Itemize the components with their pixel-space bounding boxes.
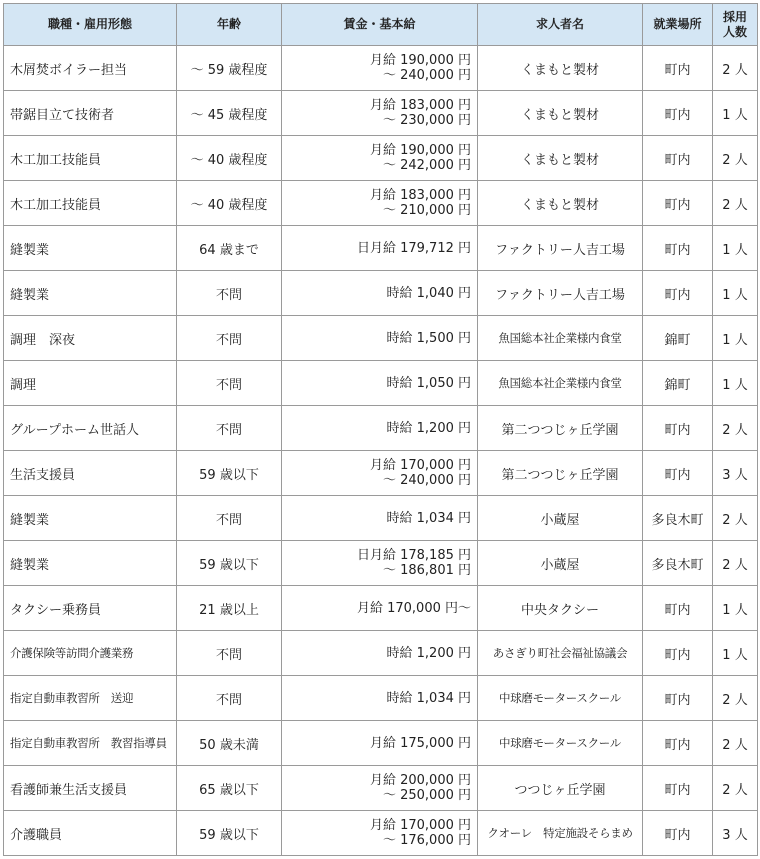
age-cell: 64 歳まで (177, 226, 282, 271)
wage-cell (282, 226, 478, 271)
header-employer: 求人者名 (478, 4, 643, 46)
table-row (4, 316, 758, 361)
table-row (4, 766, 758, 811)
employer-cell: 小蔵屋 (478, 541, 643, 586)
age-cell: 59 歳以下 (177, 541, 282, 586)
job-cell: 縫製業 (4, 541, 177, 586)
table-row (4, 721, 758, 766)
count-cell: 1 人 (713, 361, 758, 406)
wage-cell (282, 676, 478, 721)
employer-cell: つつじヶ丘学園 (478, 766, 643, 811)
job-cell: 木工加工技能員 (4, 136, 177, 181)
age-cell: ～ 40 歳程度 (177, 136, 282, 181)
wage-cell (282, 406, 478, 451)
job-cell: 指定自動車教習所 教習指導員 (4, 721, 177, 766)
header-place: 就業場所 (643, 4, 713, 46)
job-cell: 指定自動車教習所 送迎 (4, 676, 177, 721)
job-cell: 看護師兼生活支援員 (4, 766, 177, 811)
count-cell: 3 人 (713, 451, 758, 496)
employer-cell: 中央タクシー (478, 586, 643, 631)
table-row (4, 91, 758, 136)
employer-cell: 小蔵屋 (478, 496, 643, 541)
job-cell: 介護保険等訪問介護業務 (4, 631, 177, 676)
wage-line: 時給 1,200 円 (386, 645, 471, 661)
count-cell: 2 人 (713, 406, 758, 451)
job-cell: 調理 (4, 361, 177, 406)
header-job: 職種・雇用形態 (4, 4, 177, 46)
table-row (4, 136, 758, 181)
wage-line: ～ 242,000 円 (382, 158, 471, 173)
wage-line: ～ 240,000 円 (382, 473, 471, 488)
age-cell: 59 歳以下 (177, 451, 282, 496)
wage-line: 月給 200,000 円 (369, 773, 471, 788)
age-cell: 不問 (177, 676, 282, 721)
employer-cell: 魚国総本社企業様内食堂 (478, 316, 643, 361)
wage-cell (282, 91, 478, 136)
wage-line: 日月給 178,185 円 (356, 548, 471, 563)
job-cell: 帯鋸目立て技術者 (4, 91, 177, 136)
wage-cell (282, 316, 478, 361)
table-header-row (4, 4, 758, 46)
table-row (4, 271, 758, 316)
table-row (4, 226, 758, 271)
wage-cell (282, 271, 478, 316)
wage-cell (282, 586, 478, 631)
employer-cell: 中球磨モータースクール (478, 721, 643, 766)
table-row (4, 586, 758, 631)
place-cell: 町内 (643, 586, 713, 631)
employer-cell: くまもと製材 (478, 181, 643, 226)
employer-cell: くまもと製材 (478, 136, 643, 181)
place-cell: 町内 (643, 91, 713, 136)
place-cell: 町内 (643, 136, 713, 181)
job-cell: 木工加工技能員 (4, 181, 177, 226)
header-wage: 賃金・基本給 (282, 4, 478, 46)
count-cell: 2 人 (713, 766, 758, 811)
place-cell: 多良木町 (643, 541, 713, 586)
age-cell: 65 歳以下 (177, 766, 282, 811)
wage-line: 時給 1,200 円 (386, 420, 471, 436)
count-cell: 1 人 (713, 631, 758, 676)
place-cell: 町内 (643, 676, 713, 721)
header-age: 年齢 (177, 4, 282, 46)
place-cell: 町内 (643, 721, 713, 766)
employer-cell: くまもと製材 (478, 46, 643, 91)
wage-cell (282, 721, 478, 766)
wage-cell (282, 181, 478, 226)
place-cell: 多良木町 (643, 496, 713, 541)
job-cell: 介護職員 (4, 811, 177, 856)
place-cell: 町内 (643, 271, 713, 316)
age-cell: 不問 (177, 631, 282, 676)
count-cell: 1 人 (713, 586, 758, 631)
job-cell: 縫製業 (4, 226, 177, 271)
wage-line: ～ 230,000 円 (382, 113, 471, 128)
employer-cell: ファクトリー人吉工場 (478, 226, 643, 271)
table-row (4, 496, 758, 541)
header-count: 採用 人数 (713, 4, 758, 46)
place-cell: 町内 (643, 811, 713, 856)
age-cell: 不問 (177, 496, 282, 541)
wage-line: 時給 1,500 円 (386, 330, 471, 346)
wage-line: ～ 210,000 円 (382, 203, 471, 218)
job-cell: 木屑焚ボイラー担当 (4, 46, 177, 91)
place-cell: 町内 (643, 226, 713, 271)
age-cell: 21 歳以上 (177, 586, 282, 631)
wage-line: 月給 183,000 円 (369, 188, 471, 203)
count-cell: 1 人 (713, 316, 758, 361)
job-cell: 縫製業 (4, 496, 177, 541)
wage-line: 時給 1,034 円 (386, 690, 471, 706)
count-cell: 3 人 (713, 811, 758, 856)
count-cell: 2 人 (713, 181, 758, 226)
wage-cell (282, 811, 478, 856)
place-cell: 町内 (643, 46, 713, 91)
job-cell: 縫製業 (4, 271, 177, 316)
count-cell: 2 人 (713, 721, 758, 766)
wage-line: 時給 1,040 円 (386, 285, 471, 301)
place-cell: 町内 (643, 631, 713, 676)
count-cell: 1 人 (713, 271, 758, 316)
place-cell: 町内 (643, 451, 713, 496)
wage-line: 月給 170,000 円 (369, 818, 471, 833)
employer-cell: 第二つつじヶ丘学園 (478, 406, 643, 451)
place-cell: 錦町 (643, 361, 713, 406)
age-cell: 50 歳未満 (177, 721, 282, 766)
wage-line: ～ 240,000 円 (382, 68, 471, 83)
employer-cell: 魚国総本社企業様内食堂 (478, 361, 643, 406)
table-row (4, 406, 758, 451)
age-cell: 不問 (177, 316, 282, 361)
employer-cell: くまもと製材 (478, 91, 643, 136)
employer-cell: クオーレ 特定施設そらまめ (478, 811, 643, 856)
wage-line: 月給 190,000 円 (369, 143, 471, 158)
table-row (4, 46, 758, 91)
table-row (4, 676, 758, 721)
wage-cell (282, 766, 478, 811)
wage-cell (282, 631, 478, 676)
job-cell: 調理 深夜 (4, 316, 177, 361)
employer-cell: ファクトリー人吉工場 (478, 271, 643, 316)
wage-cell (282, 361, 478, 406)
table-row (4, 181, 758, 226)
job-cell: グループホーム世話人 (4, 406, 177, 451)
place-cell: 町内 (643, 406, 713, 451)
wage-line: 月給 175,000 円 (369, 735, 471, 751)
table-row (4, 811, 758, 856)
age-cell: ～ 40 歳程度 (177, 181, 282, 226)
wage-cell (282, 136, 478, 181)
wage-line: ～ 176,000 円 (382, 833, 471, 848)
wage-line: ～ 250,000 円 (382, 788, 471, 803)
employer-cell: あさぎり町社会福祉協議会 (478, 631, 643, 676)
wage-line: 月給 170,000 円 (369, 458, 471, 473)
count-cell: 2 人 (713, 676, 758, 721)
count-cell: 2 人 (713, 496, 758, 541)
place-cell: 錦町 (643, 316, 713, 361)
count-cell: 1 人 (713, 91, 758, 136)
job-cell: タクシー乗務員 (4, 586, 177, 631)
job-listing-table (3, 3, 758, 856)
wage-cell (282, 541, 478, 586)
wage-line: 時給 1,050 円 (386, 375, 471, 391)
wage-line: 月給 183,000 円 (369, 98, 471, 113)
wage-line: 日月給 179,712 円 (356, 240, 471, 256)
age-cell: 不問 (177, 271, 282, 316)
age-cell: 不問 (177, 406, 282, 451)
employer-cell: 中球磨モータースクール (478, 676, 643, 721)
table-row (4, 451, 758, 496)
age-cell: ～ 59 歳程度 (177, 46, 282, 91)
count-cell: 1 人 (713, 226, 758, 271)
wage-line: ～ 186,801 円 (382, 563, 471, 578)
wage-line: 月給 190,000 円 (369, 53, 471, 68)
place-cell: 町内 (643, 181, 713, 226)
table-row (4, 631, 758, 676)
age-cell: 不問 (177, 361, 282, 406)
count-cell: 2 人 (713, 46, 758, 91)
wage-cell (282, 451, 478, 496)
age-cell: ～ 45 歳程度 (177, 91, 282, 136)
age-cell: 59 歳以下 (177, 811, 282, 856)
count-cell: 2 人 (713, 136, 758, 181)
wage-line: 時給 1,034 円 (386, 510, 471, 526)
count-cell: 2 人 (713, 541, 758, 586)
place-cell: 町内 (643, 766, 713, 811)
table-row (4, 541, 758, 586)
wage-cell (282, 496, 478, 541)
table-row (4, 361, 758, 406)
job-cell: 生活支援員 (4, 451, 177, 496)
wage-cell (282, 46, 478, 91)
employer-cell: 第二つつじヶ丘学園 (478, 451, 643, 496)
wage-line: 月給 170,000 円～ (356, 600, 471, 616)
